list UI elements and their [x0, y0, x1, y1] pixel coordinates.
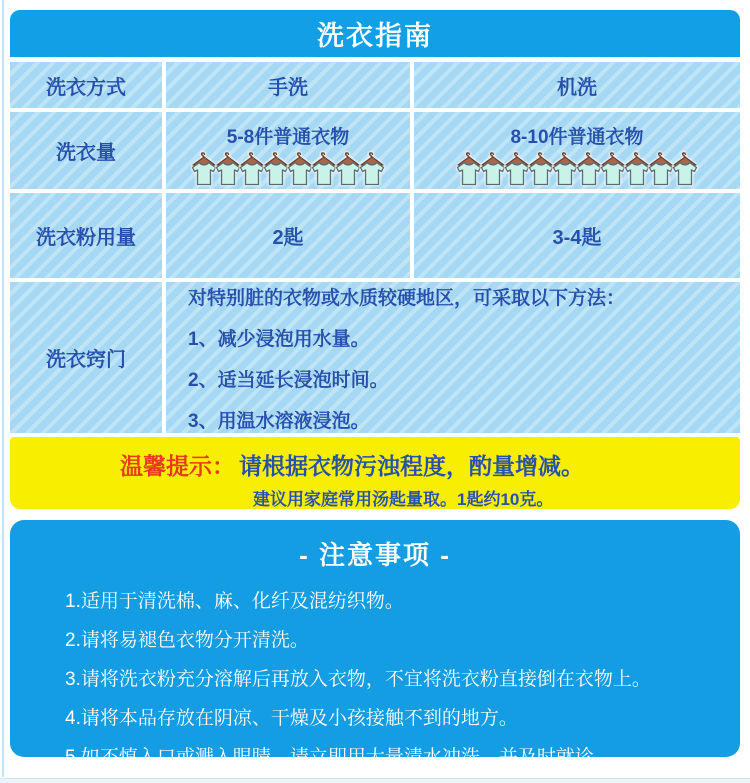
shirt-on-hanger-icon [504, 152, 530, 186]
list-item: 1、减少浸泡用水量。 [188, 328, 370, 350]
shirt-on-hanger-icon [335, 152, 361, 186]
shirt-on-hanger-icon [648, 152, 674, 186]
table-row-tips [10, 282, 740, 433]
shirt-on-hanger-icon [552, 152, 578, 186]
amount-hand-cell [166, 112, 410, 189]
tips-content-cell [166, 282, 740, 433]
notice-box [10, 520, 740, 768]
shirt-on-hanger-icon [239, 152, 265, 186]
row-label-detergent: 洗衣粉用量 [10, 193, 162, 278]
amount-machine-text: 8-10件普通衣物 [510, 126, 644, 148]
reminder-main-line [10, 448, 740, 481]
shirt-on-hanger-icon [528, 152, 554, 186]
bottom-strip [0, 778, 750, 783]
shirt-on-hanger-icon [359, 152, 385, 186]
amount-hand-shirts [192, 152, 384, 186]
amount-hand-text: 5-8件普通衣物 [226, 126, 350, 148]
shirt-on-hanger-icon [480, 152, 506, 186]
list-item: 3、用温水溶液浸泡。 [188, 410, 370, 432]
reminder-sub-text: 建议用家庭常用汤匙量取。1匙约10克。 [253, 490, 554, 509]
shirt-on-hanger-icon [672, 152, 698, 186]
guide-table-title: 洗衣指南 [10, 10, 740, 57]
table-row-method [10, 62, 740, 108]
list-item: 2.请将易褪色衣物分开清洗。 [65, 630, 309, 651]
shirt-on-hanger-icon [215, 152, 241, 186]
laundry-guide-panel [10, 10, 740, 768]
shirt-on-hanger-icon [263, 152, 289, 186]
detergent-hand-amount: 2匙 [166, 193, 410, 278]
list-item: 3.请将洗衣粉充分溶解后再放入衣物，不宜将洗衣粉直接倒在衣物上。 [65, 669, 651, 690]
reminder-main-text: 请根据衣物污浊程度，酌量增减。 [239, 453, 584, 479]
notice-item-list [10, 586, 740, 769]
row-label-amount: 洗衣量 [10, 112, 162, 189]
shirt-on-hanger-icon [191, 152, 217, 186]
reminder-banner [10, 437, 740, 509]
tips-item-list [188, 324, 389, 433]
shirt-on-hanger-icon [624, 152, 650, 186]
table-row-amount [10, 112, 740, 189]
reminder-label: 温馨提示： [120, 453, 235, 479]
notice-title: - 注意事项 - [299, 540, 451, 570]
method-hand-wash: 手洗 [166, 62, 410, 108]
shirt-on-hanger-icon [456, 152, 482, 186]
amount-machine-shirts [457, 152, 697, 186]
amount-machine-cell [414, 112, 740, 189]
shirt-on-hanger-icon [311, 152, 337, 186]
shirt-on-hanger-icon [576, 152, 602, 186]
row-label-method: 洗衣方式 [10, 62, 162, 108]
method-machine-wash: 机洗 [414, 62, 740, 108]
detergent-machine-amount: 3-4匙 [414, 193, 740, 278]
row-label-tips: 洗衣窍门 [10, 282, 162, 433]
shirt-on-hanger-icon [600, 152, 626, 186]
list-item: 4.请将本品存放在阴凉、干燥及小孩接触不到的地方。 [65, 708, 518, 729]
tips-intro: 对特别脏的衣物或水质较硬地区，可采取以下方法： [188, 287, 626, 309]
page-edge-line [2, 0, 4, 777]
shirt-on-hanger-icon [287, 152, 313, 186]
table-row-detergent [10, 193, 740, 278]
list-item: 2、适当延长浸泡时间。 [188, 369, 389, 391]
list-item: 5.如不慎入口或溅入眼睛，请立即用大量清水冲洗，并及时就诊。 [65, 747, 613, 768]
list-item: 1.适用于清洗棉、麻、化纤及混纺织物。 [65, 591, 404, 612]
